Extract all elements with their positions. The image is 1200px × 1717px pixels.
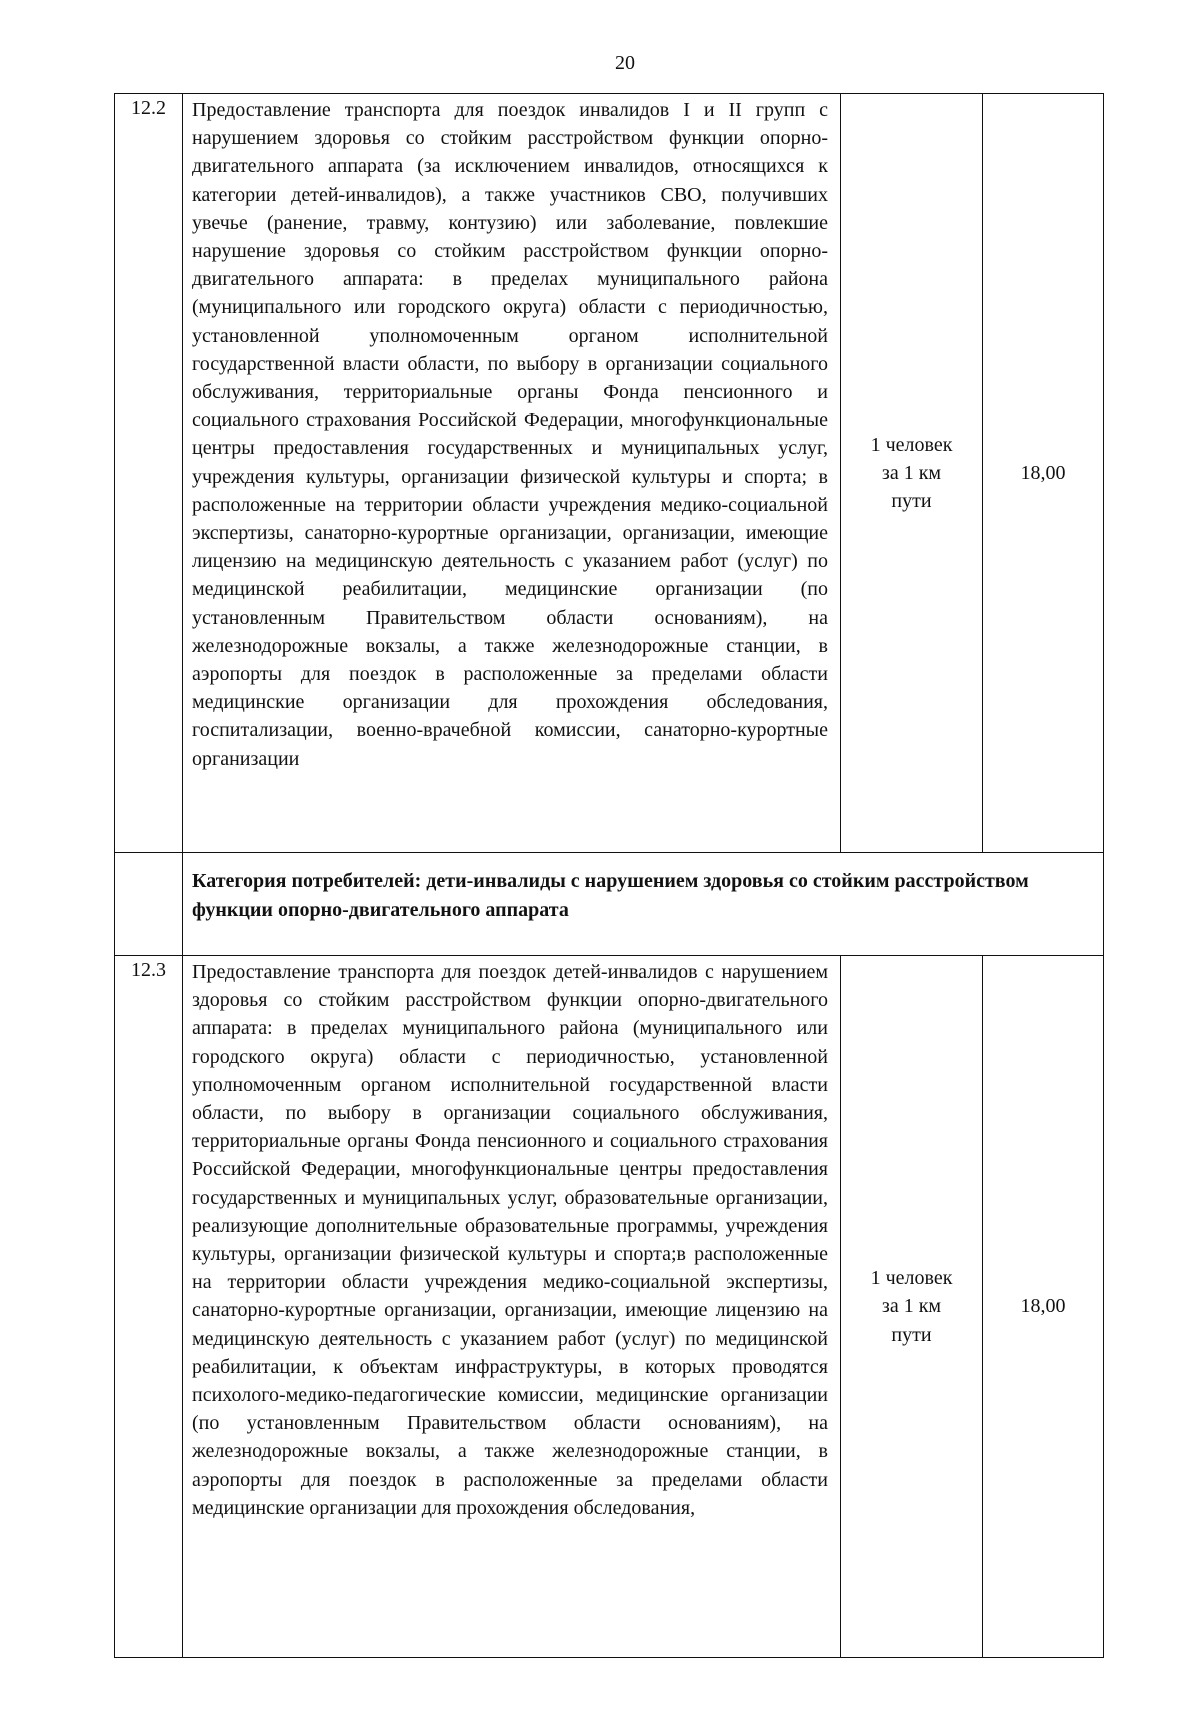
page-number: 20	[615, 52, 635, 74]
row-number: 12.2	[115, 94, 183, 853]
tariff-table	[114, 93, 1104, 1658]
price-cell: 18,00	[983, 956, 1104, 1658]
unit-cell	[841, 94, 983, 853]
service-description: Предоставление транспорта для поездок детей-инвалидов с нарушением здоровья со стойким расстройством функции опорно-двигательного аппарата: в пределах муниципального района (муниципального или городского округа) области с периодичностью, установленной уполномоченным органом исполнительной государственной власти области, по выбору в организации социального обслуживания, территориальные органы Фонда пенсионного и социального страхования Российской Федерации, многофункциональные центры предоставления государственных и муниципальных услуг, образовательные организации, реализующие дополнительные образовательные программы, учреждения культуры, организации физической культуры и спорта;в расположенные на территории области учреждения медико-социальной экспертизы, санаторно-курортные организации, организации, имеющие лицензию на медицинскую деятельность с указанием работ (услуг) по медицинской реабилитации, к объектам инфраструктуры, в которых проводятся психолого-медико-педагогические комиссии, медицинские организации (по установленным Правительством области основаниям), на железнодорожные вокзалы, а также железнодорожные станции, в аэропорты для поездок в расположенные за пределами области медицинские организации для прохождения обследования,	[183, 956, 841, 1658]
unit-line: пути	[891, 1323, 932, 1346]
unit-line: за 1 км	[881, 1295, 942, 1318]
category-row	[115, 853, 1104, 956]
table-row	[115, 956, 1104, 1658]
category-heading: Категория потребителей: дети-инвалиды с нарушением здоровья со стойким расстройством функции опорно-двигательного аппарата	[183, 853, 1104, 956]
unit-line: пути	[891, 490, 932, 513]
service-description: Предоставление транспорта для поездок инвалидов I и II групп с нарушением здоровья со стойким расстройством функции опорно-двигательного аппарата (за исключением инвалидов, относящихся к категории детей-инвалидов), а также участников СВО, получивших увечье (ранение, травму, контузию) или заболевание, повлекшие нарушение здоровья со стойким расстройством функции опорно-двигательного аппарата: в пределах муниципального района (муниципального или городского округа) области с периодичностью, установленной уполномоченным органом исполнительной государственной власти области, по выбору в организации социального обслуживания, территориальные органы Фонда пенсионного и социального страхования Российской Федерации, многофункциональные центры предоставления государственных и муниципальных услуг, учреждения культуры, организации физической культуры и спорта; в расположенные на территории области учреждения медико-социальной экспертизы, санаторно-курортные организации, организации, имеющие лицензию на медицинскую деятельность с указанием работ (услуг) по медицинской реабилитации, медицинские организации (по установленным Правительством области основаниям), на железнодорожные вокзалы, а также железнодорожные станции, в аэропорты для поездок в расположенные за пределами области медицинские организации для прохождения обследования, госпитализации, военно-врачебной комиссии, санаторно-курортные организации	[183, 94, 841, 853]
empty-number-cell	[115, 853, 183, 956]
unit-line: 1 человек	[870, 1267, 953, 1290]
unit-line: 1 человек	[870, 433, 953, 456]
unit-cell	[841, 956, 983, 1658]
price-cell: 18,00	[983, 94, 1104, 853]
unit-line: за 1 км	[881, 461, 942, 484]
table-row	[115, 94, 1104, 853]
row-number: 12.3	[115, 956, 183, 1658]
